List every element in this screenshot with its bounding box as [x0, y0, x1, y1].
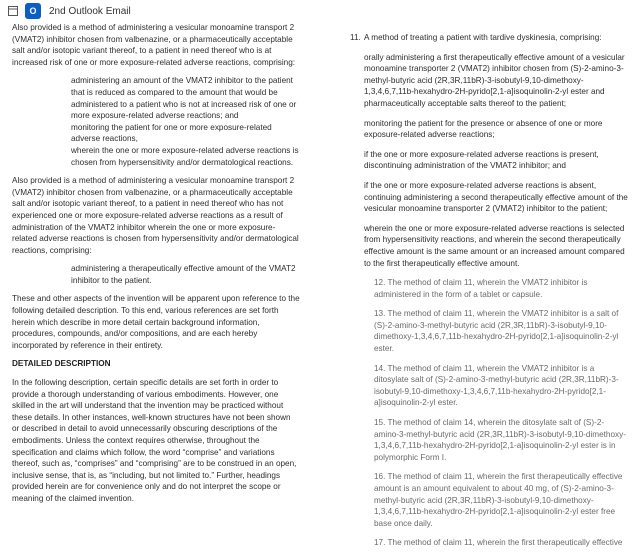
- claim-step: orally administering a first therapeutically effective amount of a vesicular monoamine transporter 2 (VMAT2) inhibitor chosen from (S)-2-amino-3-methyl-butyric acid (2R,3R,11bR)-3-isobutyl-9,10-dimethoxy-1,3,4,6,7,11b-hexahydro-2H-pyrido[2,1-a]isoquinolin-2-yl ester and pharmaceutically acceptable salts thereof to the patient;: [364, 52, 625, 108]
- paragraph: In the following description, certain specific details are set forth in order to provide a thorough understanding of various embodiments. However, one skilled in the art will understand that the invention may be practiced without these details. In other instances, well-known structures have not been shown or described in detail to avoid unnecessarily obscuring descriptions of the embodiments. Unless the context requires otherwise, throughout the specification and claims which follow, the word “comprise” and variations thereof, such as, “comprises” and “comprising” are to be construed in an open, inclusive sense, that is, as “including, but not limited to.” Further, headings provided herein are for convenience only and do not interpret the scope or meaning of the claimed invention.: [12, 378, 297, 503]
- indented-list: [12, 75, 300, 168]
- claim-11: [350, 32, 628, 44]
- claim-step: if the one or more exposure-related adverse reactions is present, discontinuing administration of the VMAT2 inhibitor; and: [364, 149, 599, 171]
- claim-step: wherein the one or more exposure-related adverse reactions is selected from hypersensitivity reactions, and wherein the second therapeutically effective amount is the same amount or an increased amount compared to the first therapeutically effective amount.: [364, 223, 625, 268]
- window-icon[interactable]: [8, 6, 18, 16]
- indented-list: [12, 263, 300, 286]
- list-item: wherein the one or more exposure-related adverse reactions is chosen from hypersensitivity and/or dermatological reactions.: [71, 145, 299, 167]
- claim-text: A method of treating a patient with tardive dyskinesia, comprising:: [364, 33, 602, 42]
- section-heading: DETAILED DESCRIPTION: [12, 359, 111, 369]
- dependent-claim: 12. The method of claim 11, wherein the VMAT2 inhibitor is administered in the form of a tablet or capsule.: [374, 278, 588, 299]
- list-item: monitoring the patient for one or more exposure-related adverse reactions,: [71, 122, 272, 144]
- left-column: [12, 22, 300, 512]
- dependent-claim: 16. The method of claim 11, wherein the first therapeutically effective amount is an amount equivalent to about 40 mg, of (S)-2-amino-3-methyl-butyric acid (2R,3R,11bR)-3-isobutyl-9,10-dimethoxy-1,3,4,6,7,11b-hexahydro-2H-pyrido[2,1-a]isoquinolin-2-yl ester free base once daily.: [374, 472, 623, 528]
- paragraph: Also provided is a method of administering a vesicular monoamine transport 2 (VMAT2) inhibitor chosen from valbenazine, or a pharmaceutically acceptable salt and/or isotopic variant thereof, to a patient in need thereof who is at increased risk of one or more exposure-related adverse reactions, comprising:: [12, 23, 296, 67]
- paragraph: Also provided is a method of administering a vesicular monoamine transport 2 (VMAT2) inhibitor chosen from valbenazine, or a pharmaceutically acceptable salt and/or isotopic variant thereof, to a patient in need thereof who has not experienced one or more exposure-related adverse reactions as a result of administration of the VMAT2 inhibitor wherein the one or more exposure-related adverse reactions is chosen from hypersensitivity and/or dermatological reactions, comprising:: [12, 176, 299, 255]
- dependent-claim: 17. The method of claim 11, wherein the first therapeutically effective: [374, 538, 623, 548]
- list-item: administering an amount of the VMAT2 inhibitor to the patient that is reduced as compared to the amount that would be administered to a patient who is not at increased risk of one or more exposure-related adverse reactions; and: [71, 76, 297, 121]
- claim-step: if the one or more exposure-related adverse reactions is absent, continuing administering a second therapeutically effective amount of the vesicular monoamine transporter 2 (VMAT2) inhibitor to the patient;: [364, 180, 628, 214]
- right-column: [350, 32, 628, 557]
- dependent-claim: 14. The method of claim 11, wherein the VMAT2 inhibitor is a ditosylate salt of (S)-2-amino-3-methyl-butyric acid (2R,3R,11bR)-3-isobutyl-9,10-dimethoxy-1,3,4,6,7,11b-hexahydro-2H-pyrido[2,1-a]isoquinolin-2-yl ester.: [374, 363, 619, 408]
- title-bar: [0, 0, 636, 22]
- window-title: 2nd Outlook Email: [49, 5, 131, 17]
- claim-number: 11.: [350, 33, 361, 42]
- dependent-claim: 13. The method of claim 11, wherein the VMAT2 inhibitor is a salt of (S)-2-amino-3-methyl-butyric acid (2R,3R,11bR)-3-isobutyl-9,10-dimethoxy-1,3,4,6,7,11b-hexahydro-2H-pyrido[2,1-a]isoquinolin-2-yl ester.: [374, 309, 619, 354]
- paragraph: These and other aspects of the invention will be apparent upon reference to the following detailed description. To this end, various references are set forth herein which describe in more detail certain background information, procedures, compounds, and/or compositions, and are each hereby incorporated by reference in their entirety.: [12, 294, 300, 350]
- list-item: administering a therapeutically effective amount of the VMAT2 inhibitor to the patient.: [71, 264, 296, 285]
- outlook-app-icon: O: [25, 3, 41, 19]
- dependent-claim: 15. The method of claim 14, wherein the ditosylate salt of (S)-2-amino-3-methyl-butyric acid (2R,3R,11bR)-3-isobutyl-9,10-dimethoxy-1,3,4,6,7,11b-hexahydro-2H-pyrido[2,1-a]isoquinolin-2-yl ester is in polymorphic Form I.: [374, 418, 626, 462]
- claim-step: monitoring the patient for the presence or absence of one or more exposure-related adverse reactions;: [364, 118, 603, 140]
